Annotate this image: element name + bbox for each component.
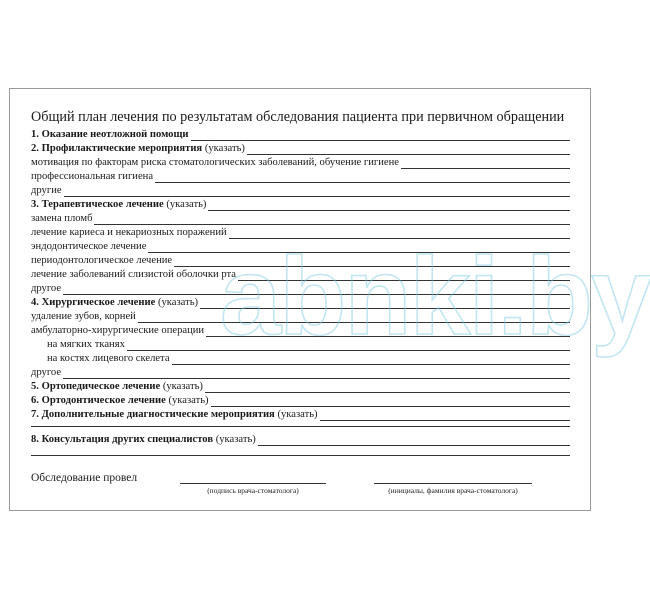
list-item: лечение кариеса и некариозных поражений xyxy=(31,225,570,239)
list-item: другое xyxy=(31,281,570,295)
list-item: амбулаторно-хирургические операции xyxy=(31,323,570,337)
list-item: на костях лицевого скелета xyxy=(31,351,570,365)
treatment-plan-form xyxy=(9,88,591,511)
section-prevention: 2. Профилактические мероприятия (указать) xyxy=(31,141,570,155)
examined-by-label: Обследование провел xyxy=(31,472,138,484)
list-item: лечение заболеваний слизистой оболочки рта xyxy=(31,267,570,281)
fill-line[interactable] xyxy=(320,420,570,421)
section-orthopedic: 5. Ортопедическое лечение (указать) xyxy=(31,379,570,393)
list-item: другое xyxy=(31,365,570,379)
section-orthodontic: 6. Ортодонтическое лечение (указать) xyxy=(31,393,570,407)
list-item: мотивация по факторам риска стоматологических заболеваний, обучение гигиене xyxy=(31,155,570,169)
list-item: удаление зубов, корней xyxy=(31,309,570,323)
list-item: профессиональная гигиена xyxy=(31,169,570,183)
section-therapy: 3. Терапевтическое лечение (указать) xyxy=(31,197,570,211)
doctor-name-field[interactable] xyxy=(374,483,532,484)
section-emergency: 1. Оказание неотложной помощи xyxy=(31,127,570,141)
fill-line[interactable] xyxy=(31,426,570,427)
doctor-name-caption: (инициалы, фамилия врача-стоматолога) xyxy=(388,486,518,495)
list-item: другие xyxy=(31,183,570,197)
list-item: периодонтологическое лечение xyxy=(31,253,570,267)
fill-line[interactable] xyxy=(258,445,570,446)
signature-caption: (подпись врача-стоматолога) xyxy=(207,486,299,495)
section-surgery: 4. Хирургическое лечение (указать) xyxy=(31,295,570,309)
signature-field[interactable] xyxy=(180,483,326,484)
fill-line[interactable] xyxy=(31,455,570,456)
list-item: эндодонтическое лечение xyxy=(31,239,570,253)
section-diagnostics: 7. Дополнительные диагностические мероприятия (указать) xyxy=(31,407,570,421)
section-consultation: 8. Консультация других специалистов (указать) xyxy=(31,432,570,446)
list-item: замена пломб xyxy=(31,211,570,225)
form-title: Общий план лечения по результатам обследования пациента при первичном обращении xyxy=(31,109,565,125)
list-item: на мягких тканях xyxy=(31,337,570,351)
